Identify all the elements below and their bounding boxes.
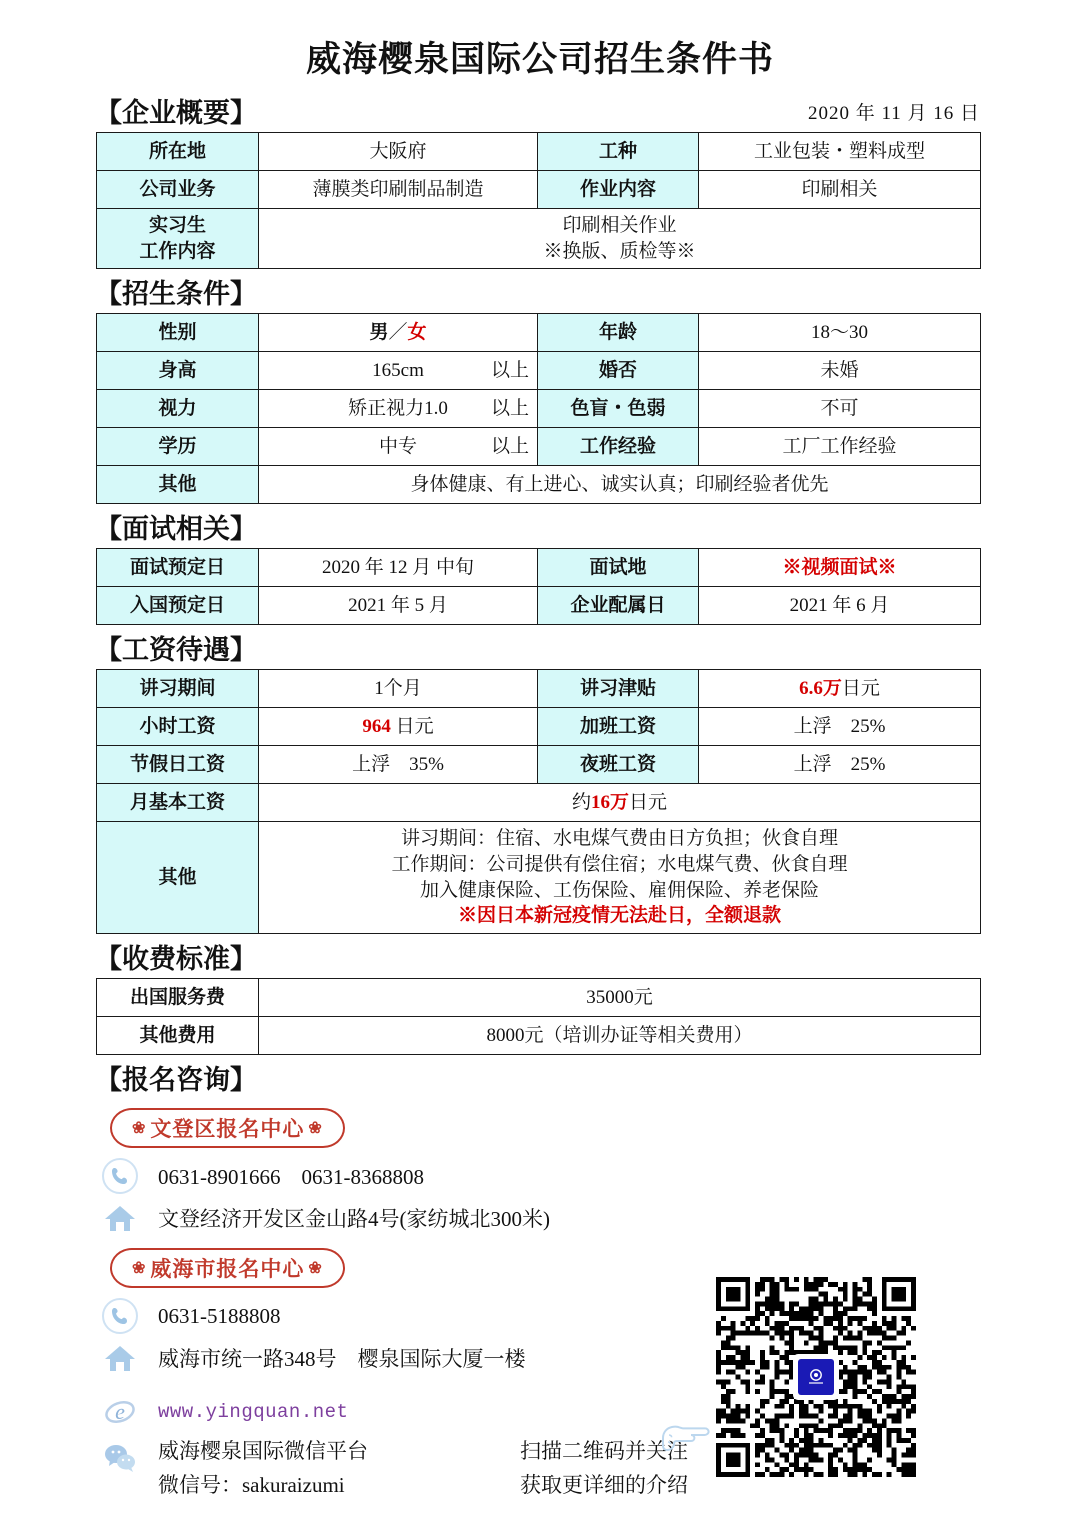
document-date: 2020 年 11 月 16 日 <box>807 103 980 125</box>
svg-text:e: e <box>115 1399 125 1425</box>
cell-service-fee-label: 出国服务费 <box>97 979 259 1017</box>
wechat-block <box>100 1434 1080 1502</box>
section-heading-fees: 【收费标准】 <box>95 944 257 975</box>
cell-interview-place-label: 面试地 <box>538 549 699 587</box>
cell-gender-label: 性别 <box>97 314 259 352</box>
cell-jobtype-label: 工种 <box>538 133 699 171</box>
flower-icon: ❀ <box>308 1120 323 1138</box>
company-heading-row <box>0 88 1080 129</box>
cell-experience-label: 工作经验 <box>538 428 699 466</box>
salary-note-2: 工作期间：公司提供有偿住宿；水电煤气费、伙食自理 <box>391 854 848 876</box>
pointing-hand-icon <box>655 1414 717 1465</box>
table-row <box>97 670 981 708</box>
education-suffix: 以上 <box>490 436 529 458</box>
table-row <box>97 587 981 625</box>
cell-vision-value <box>259 390 538 428</box>
address-wendeng: 文登经济开发区金山路4号(家纺城北300米) <box>158 1207 550 1232</box>
section-heading-company: 【企业概要】 <box>95 98 257 128</box>
cell-holiday-label: 节假日工资 <box>97 746 259 784</box>
house-icon <box>100 1198 140 1238</box>
salary-table <box>96 669 981 934</box>
cell-salary-other-value <box>259 822 981 934</box>
phone-line-wendeng[interactable] <box>100 1156 1080 1196</box>
hourly-amount: 964 <box>362 716 391 738</box>
cell-location-label: 所在地 <box>97 133 259 171</box>
wechat-platform: 威海樱泉国际微信平台 <box>158 1439 368 1464</box>
flower-icon: ❀ <box>132 1120 147 1138</box>
cell-experience-value: 工厂工作经验 <box>699 428 981 466</box>
wechat-icon <box>100 1438 140 1478</box>
browser-icon <box>100 1392 140 1432</box>
website-line[interactable] <box>100 1392 1080 1432</box>
phone-number-wendeng[interactable]: 0631-8901666 0631-8368808 <box>158 1165 424 1190</box>
cell-other-fee-value: 8000元（培训办证等相关费用） <box>259 1017 981 1055</box>
height-suffix: 以上 <box>490 360 529 382</box>
cell-entry-date-value: 2021 年 5 月 <box>259 587 538 625</box>
education-level: 中专 <box>378 436 417 458</box>
cell-entry-date-label: 入国预定日 <box>97 587 259 625</box>
cell-interview-date-label: 面试预定日 <box>97 549 259 587</box>
table-row <box>97 822 981 934</box>
qr-instruction-line1: 扫描二维码并关注 <box>520 1439 688 1464</box>
gender-female: 女 <box>407 322 427 344</box>
cell-salary-other-label: 其他 <box>97 822 259 934</box>
monthly-amount: 16万 <box>590 792 629 814</box>
section-heading-contact: 【报名咨询】 <box>95 1065 257 1096</box>
salary-note-refund: ※因日本新冠疫情无法赴日，全额退款 <box>457 905 781 927</box>
qr-logo-inner <box>798 1359 834 1395</box>
cell-marital-value: 未婚 <box>699 352 981 390</box>
cell-night-value: 上浮 25% <box>699 746 981 784</box>
cell-cond-other-label: 其他 <box>97 466 259 504</box>
phone-line-weihai[interactable] <box>100 1296 1080 1336</box>
cell-overtime-value: 上浮 25% <box>699 708 981 746</box>
badge-label: 威海市报名中心 <box>150 1257 305 1282</box>
height-split <box>267 358 529 384</box>
salary-note-1: 讲习期间：住宿、水电煤气费由日方负担；伙食自理 <box>400 828 838 850</box>
hourly-unit: 日元 <box>395 716 434 738</box>
phone-icon <box>100 1156 140 1196</box>
cell-assign-date-value: 2021 年 6 月 <box>699 587 981 625</box>
gender-male: 男 <box>369 322 389 344</box>
cell-business-label: 公司业务 <box>97 171 259 209</box>
table-row <box>97 1017 981 1055</box>
cell-monthly-label: 月基本工资 <box>97 784 259 822</box>
phone-icon <box>100 1296 140 1336</box>
cell-other-fee-label: 其他费用 <box>97 1017 259 1055</box>
conditions-table <box>96 313 981 504</box>
salary-note-3: 加入健康保险、工伤保险、雇佣保险、养老保险 <box>419 879 819 901</box>
cell-worktype-label: 作业内容 <box>538 171 699 209</box>
cell-overtime-label: 加班工资 <box>538 708 699 746</box>
cell-training-period-value: 1个月 <box>259 670 538 708</box>
cell-assign-date-label: 企业配属日 <box>538 587 699 625</box>
table-row <box>97 746 981 784</box>
cell-height-value <box>259 352 538 390</box>
company-overview-table <box>96 132 981 269</box>
cell-education-label: 学历 <box>97 428 259 466</box>
fees-table <box>96 978 981 1055</box>
cell-intern-label <box>97 209 259 269</box>
wechat-col-left <box>158 1434 458 1502</box>
table-row <box>97 979 981 1017</box>
cell-interview-place-value: ※视频面试※ <box>699 549 981 587</box>
cell-interview-date-value: 2020 年 12 月 中旬 <box>259 549 538 587</box>
section-heading-interview: 【面试相关】 <box>95 514 257 545</box>
table-row <box>97 352 981 390</box>
cell-colorblind-label: 色盲・色弱 <box>538 390 699 428</box>
address-weihai: 威海市统一路348号 樱泉国际大厦一楼 <box>158 1347 526 1372</box>
wechat-id: 微信号：sakuraizumi <box>158 1473 345 1498</box>
qr-logo <box>793 1354 839 1400</box>
cell-location-value: 大阪府 <box>259 133 538 171</box>
cell-service-fee-value: 35000元 <box>259 979 981 1017</box>
cell-hourly-value <box>259 708 538 746</box>
table-row <box>97 784 981 822</box>
house-icon <box>100 1338 140 1378</box>
website-url[interactable]: www.yingquan.net <box>158 1401 349 1424</box>
cell-holiday-value: 上浮 35% <box>259 746 538 784</box>
cell-training-allowance-value <box>699 670 981 708</box>
badge-wendeng-center <box>110 1108 345 1148</box>
cell-height-label: 身高 <box>97 352 259 390</box>
cell-vision-label: 视力 <box>97 390 259 428</box>
qr-instruction-line2: 获取更详细的介绍 <box>520 1473 688 1498</box>
flower-icon: ❀ <box>308 1260 323 1278</box>
table-row <box>97 133 981 171</box>
table-row <box>97 314 981 352</box>
cell-education-value <box>259 428 538 466</box>
page-title: 威海樱泉国际公司招生条件书 <box>305 40 774 79</box>
gender-separator: ／ <box>388 322 408 344</box>
cell-age-value: 18〜30 <box>699 314 981 352</box>
training-allowance-unit: 日元 <box>841 678 880 700</box>
intern-label-line1: 实习生 <box>148 215 206 237</box>
cell-training-allowance-label: 讲习津贴 <box>538 670 699 708</box>
education-split <box>267 434 529 460</box>
cell-marital-label: 婚否 <box>538 352 699 390</box>
section-heading-conditions: 【招生条件】 <box>95 279 257 310</box>
table-row <box>97 428 981 466</box>
vision-suffix: 以上 <box>490 398 529 420</box>
table-row <box>97 708 981 746</box>
badge-label: 文登区报名中心 <box>150 1117 305 1142</box>
qr-code[interactable] <box>716 1277 916 1477</box>
vision-split <box>267 396 529 422</box>
flower-icon: ❀ <box>132 1260 147 1278</box>
height-number: 165cm <box>372 360 424 382</box>
intern-line2: ※换版、质检等※ <box>543 240 696 262</box>
cell-worktype-value: 印刷相关 <box>699 171 981 209</box>
table-row <box>97 390 981 428</box>
badge-weihai-center <box>110 1248 345 1288</box>
table-row <box>97 171 981 209</box>
cell-business-value: 薄膜类印刷制品制造 <box>259 171 538 209</box>
intern-line1: 印刷相关作业 <box>562 215 677 237</box>
vision-number: 矫正视力1.0 <box>348 398 448 420</box>
cell-cond-other-value: 身体健康、有上进心、诚实认真；印刷经验者优先 <box>259 466 981 504</box>
monthly-unit: 日元 <box>629 792 668 814</box>
section-heading-salary: 【工资待遇】 <box>95 635 257 666</box>
intern-label-line2: 工作内容 <box>139 240 216 262</box>
interview-table <box>96 548 981 625</box>
address-line-weihai <box>100 1338 1080 1378</box>
table-row <box>97 209 981 269</box>
cell-intern-value <box>259 209 981 269</box>
contact-block <box>96 1100 1080 1502</box>
cell-gender-value <box>259 314 538 352</box>
cell-hourly-label: 小时工资 <box>97 708 259 746</box>
cell-night-label: 夜班工资 <box>538 746 699 784</box>
monthly-prefix: 约 <box>571 792 591 814</box>
table-row <box>97 466 981 504</box>
cell-monthly-value <box>259 784 981 822</box>
cell-training-period-label: 讲习期间 <box>97 670 259 708</box>
table-row <box>97 549 981 587</box>
phone-number-weihai[interactable]: 0631-5188808 <box>158 1303 281 1328</box>
cell-age-label: 年龄 <box>538 314 699 352</box>
training-allowance-amount: 6.6万 <box>799 678 842 700</box>
address-line-wendeng <box>100 1198 1080 1238</box>
cell-jobtype-value: 工业包装・塑料成型 <box>699 133 981 171</box>
cell-colorblind-value: 不可 <box>699 390 981 428</box>
